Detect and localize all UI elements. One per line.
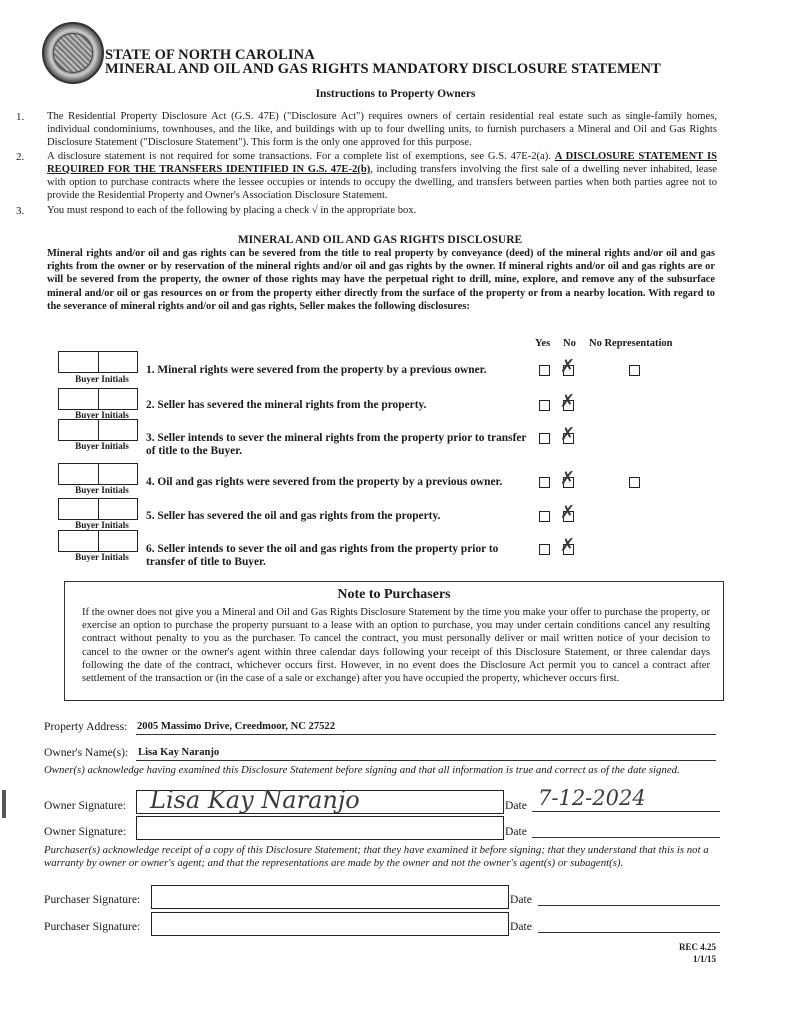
handwritten-check-q3-no: ✗ xyxy=(560,424,576,445)
question-5: 5. Seller has severed the oil and gas rights from the property. xyxy=(146,510,441,522)
owner-name-line xyxy=(136,760,716,761)
handwritten-check-q2-no: ✗ xyxy=(560,391,576,412)
buyer-initials-label: Buyer Initials xyxy=(75,441,129,451)
column-no-representation: No Representation xyxy=(589,338,673,349)
purchaser-date-field-1[interactable] xyxy=(538,905,720,906)
owner-signature-1: Lisa Kay Naranjo xyxy=(150,786,360,814)
instruction-number-2: 2. xyxy=(16,151,25,163)
owner-date-label-1: Date xyxy=(505,799,527,812)
instruction-item-3: You must respond to each of the following by placing a check √ in the appropriate box. xyxy=(47,205,417,216)
checkbox-q3-yes[interactable] xyxy=(539,433,550,444)
initials-cell[interactable] xyxy=(98,464,138,484)
form-code: REC 4.25 xyxy=(678,942,716,952)
buyer-initials-field-6[interactable] xyxy=(58,530,138,552)
handwritten-check-q5-no: ✗ xyxy=(560,502,576,523)
initials-cell[interactable] xyxy=(98,531,138,551)
note-title: Note to Purchasers xyxy=(337,587,451,602)
disclosure-heading: MINERAL AND OIL AND GAS RIGHTS DISCLOSURE xyxy=(237,234,523,246)
buyer-initials-label: Buyer Initials xyxy=(75,410,129,420)
disclosure-body: Mineral rights and/or oil and gas rights can be severed from the title to real property by conveyance (deed) of the mineral rights and/or oil and gas rights from the owner or by reservation of the mineral rights and/or oil and gas rights by the owner. If mineral rights and/or oil and gas rights are or will be severed from the property, the owner of those rights may have the perpetual right to drill, mine, explore, and remove any of the subsurface mineral and/or oil or gas resources on or from the property either directly from the surface of the property or from a nearby location. With regard to the severance of mineral rights and/or oil and gas rights, Seller makes the following disclosures: xyxy=(47,248,715,312)
form-title: MINERAL AND OIL AND GAS RIGHTS MANDATORY DISCLOSURE STATEMENT xyxy=(105,61,661,77)
checkbox-q1-yes[interactable] xyxy=(539,365,550,376)
disclosure-required-notice: A DISCLOSURE STATEMENT IS REQUIRED FOR THE TRANSFERS IDENTIFIED IN G.S. 47E-2(b) xyxy=(47,151,717,175)
buyer-initials-field-3[interactable] xyxy=(58,419,138,441)
checkbox-q5-yes[interactable] xyxy=(539,511,550,522)
owner-date-label-2: Date xyxy=(505,825,527,838)
checkbox-q1-no-representation[interactable] xyxy=(629,365,640,376)
owner-signature-label-2: Owner Signature: xyxy=(44,825,127,838)
instruction-number-1: 1. xyxy=(16,111,25,123)
buyer-initials-label: Buyer Initials xyxy=(75,374,129,384)
purchaser-acknowledgement: Purchaser(s) acknowledge receipt of a copy of this Disclosure Statement; that they have examined it before signing; that they understand that this is not a warranty by owner or owner's agent; and that the representations are made by the owner and not the owner's agent(s) or subagent(s). xyxy=(44,844,709,869)
initials-cell[interactable] xyxy=(98,499,138,519)
initials-cell[interactable] xyxy=(59,531,98,551)
column-yes: Yes xyxy=(535,338,551,349)
buyer-initials-label: Buyer Initials xyxy=(75,552,129,562)
handwritten-check-q1-no: ✗ xyxy=(560,356,576,377)
checkbox-q2-yes[interactable] xyxy=(539,400,550,411)
owner-signature-field-2[interactable] xyxy=(136,816,504,840)
purchaser-signature-label-2: Purchaser Signature: xyxy=(44,920,141,933)
owner-date-line-1 xyxy=(532,811,720,812)
nc-state-seal-icon xyxy=(42,22,104,84)
instruction-number-3: 3. xyxy=(16,205,25,217)
checkbox-q4-yes[interactable] xyxy=(539,477,550,488)
buyer-initials-label: Buyer Initials xyxy=(75,485,129,495)
initials-cell[interactable] xyxy=(98,420,138,440)
owner-date-1[interactable]: 7-12-2024 xyxy=(538,786,646,810)
property-address-label: Property Address: xyxy=(44,720,128,733)
state-title: STATE OF NORTH CAROLINA xyxy=(105,47,315,63)
buyer-initials-field-5[interactable] xyxy=(58,498,138,520)
property-address-value[interactable]: 2005 Massimo Drive, Creedmoor, NC 27522 xyxy=(137,721,336,732)
owner-signature-label-1: Owner Signature: xyxy=(44,799,127,812)
owner-date-field-2[interactable] xyxy=(532,837,720,838)
purchaser-signature-label-1: Purchaser Signature: xyxy=(44,893,141,906)
owner-name-value[interactable]: Lisa Kay Naranjo xyxy=(138,747,220,758)
handwritten-check-q4-no: ✗ xyxy=(560,468,576,489)
property-address-line xyxy=(136,734,716,735)
instruction-item-1: The Residential Property Disclosure Act (G.S. 47E) ("Disclosure Act") requires owners of certain residential real estate such as single-family homes, individual condominiums, townhouses, and the like, and buildings with up to four dwelling units, to furnish purchasers a Mineral and Oil and Gas Rights Disclosure Statement ("Disclosure Statement"). This form is the only one approved for this purpose. xyxy=(47,111,717,148)
owner-acknowledgement: Owner(s) acknowledge having examined this Disclosure Statement before signing and that all information is true and correct as of the date signed. xyxy=(44,764,680,776)
checkbox-q6-yes[interactable] xyxy=(539,544,550,555)
checkbox-q4-no-representation[interactable] xyxy=(629,477,640,488)
form-date: 1/1/15 xyxy=(692,954,716,964)
instruction-item-2: A disclosure statement is not required for some transactions. For a complete list of exemptions, see G.S. 47E-2(a). A DISCLOSURE STATEMENT IS REQUIRED FOR THE TRANSFERS IDENTIFIED IN G.S. 47E-2(b), including transfers involving the first sale of a dwelling never inhabited, lease with option to purchase contracts where the lessee occupies or intends to occupy the dwelling, and transfers between parties when both parties agree not to provide the Residential Property and Owner's Association Disclosure Statement. xyxy=(47,151,717,201)
column-no: No xyxy=(563,338,576,349)
note-text: If the owner does not give you a Mineral and Oil and Gas Rights Disclosure Statement by the time you make your offer to purchase the property, or exercise an option to purchase the property pursuant to a lease with an option to purchase, you may under certain conditions cancel any resulting contract without penalty to you as the purchaser. To cancel the contract, you must personally deliver or mail written notice of your decision to cancel to the owner or the owner's agent within three calendar days following your receipt of this Disclosure Statement, or three calendar days following the date of the contract, whichever occurs first. However, in no event does the Disclosure Act permit you to cancel a contract after settlement of the transaction or (in the case of a sale or exchange) after you have occupied the property, whichever occurs first. xyxy=(82,607,710,685)
instructions-heading: Instructions to Property Owners xyxy=(315,88,476,100)
buyer-initials-field-2[interactable] xyxy=(58,388,138,410)
question-3: 3. Seller intends to sever the mineral rights from the property prior to transfer of title to the Buyer. xyxy=(146,432,527,457)
handwritten-check-q6-no: ✗ xyxy=(560,535,576,556)
initials-cell[interactable] xyxy=(98,389,138,409)
question-6: 6. Seller intends to sever the oil and gas rights from the property prior to transfer of title to Buyer. xyxy=(146,543,499,568)
buyer-initials-label: Buyer Initials xyxy=(75,520,129,530)
purchaser-date-field-2[interactable] xyxy=(538,932,720,933)
purchaser-signature-field-2[interactable] xyxy=(151,912,509,936)
initials-cell[interactable] xyxy=(98,352,138,372)
initials-cell[interactable] xyxy=(59,420,98,440)
question-2: 2. Seller has severed the mineral rights from the property. xyxy=(146,399,427,411)
purchaser-date-label-2: Date xyxy=(510,920,532,933)
initials-cell[interactable] xyxy=(59,352,98,372)
buyer-initials-field-4[interactable] xyxy=(58,463,138,485)
scan-artifact xyxy=(2,790,6,818)
initials-cell[interactable] xyxy=(59,499,98,519)
purchaser-signature-field-1[interactable] xyxy=(151,885,509,909)
purchaser-date-label-1: Date xyxy=(510,893,532,906)
initials-cell[interactable] xyxy=(59,464,98,484)
initials-cell[interactable] xyxy=(59,389,98,409)
question-1: 1. Mineral rights were severed from the property by a previous owner. xyxy=(146,364,487,376)
question-4: 4. Oil and gas rights were severed from the property by a previous owner. xyxy=(146,476,503,488)
buyer-initials-field-1[interactable] xyxy=(58,351,138,373)
owner-name-label: Owner's Name(s): xyxy=(44,746,129,759)
